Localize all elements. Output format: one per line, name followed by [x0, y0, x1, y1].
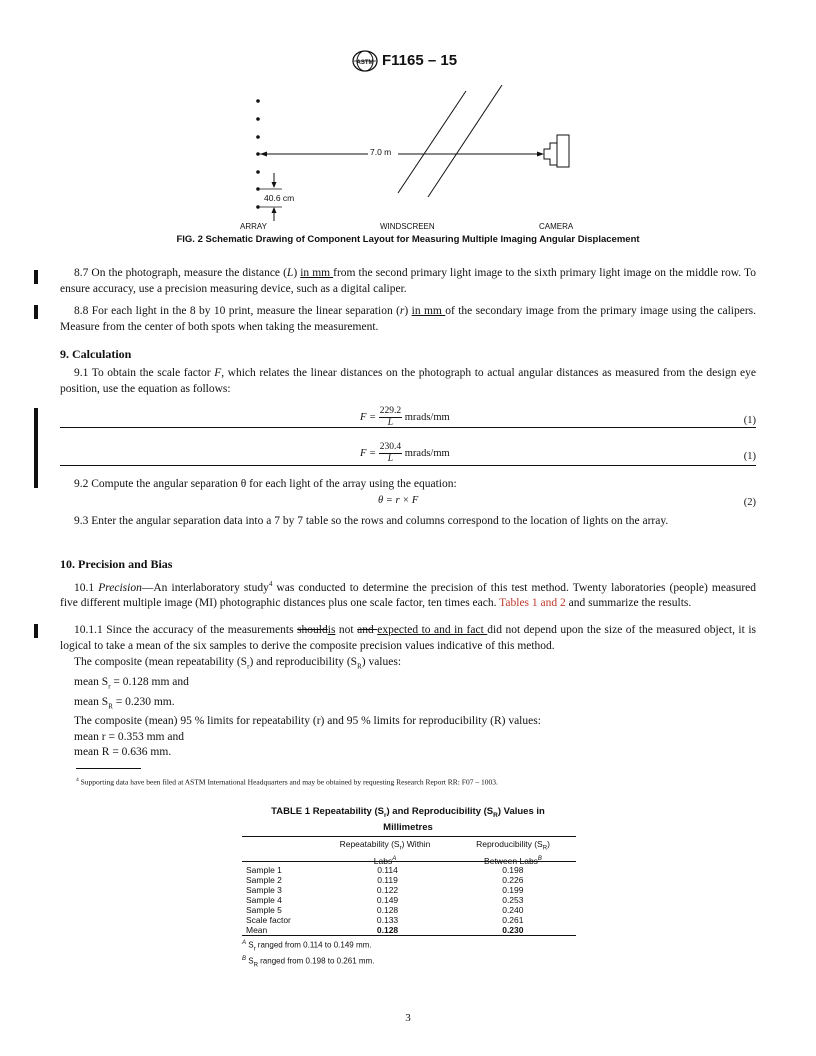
section-8-8: 8.8 For each light in the 8 by 10 print, measure the linear separation (r) in mm of the secondary image from the primary image using the calipers. Measure from the center of both spots when taking the measurement. [60, 305, 756, 333]
distance-label: 7.0 m [370, 147, 392, 157]
logo-text: ASTM [356, 60, 374, 66]
change-bar [34, 408, 38, 488]
row-label: Sample 1 [246, 865, 282, 875]
camera-label: CAMERA [539, 222, 574, 231]
equation-1-old: F = $\frac{229.2}{L}$ mrads/mm (1) [60, 404, 756, 430]
spacing-label: 40.6 cm [264, 193, 295, 203]
table-row [242, 925, 576, 936]
table-1 [242, 836, 576, 971]
column-header-repeatability: Repeatability $(S_r)$ Within Labs$^A$ [339, 839, 431, 866]
table-row [242, 915, 576, 925]
section-9-3: 9.3 Enter the angular separation data into a 7 by 7 table so the rows and columns correspond to the location of lights on the array. [74, 515, 669, 527]
repeatability-cell: 0.114 [377, 865, 398, 875]
table-row [242, 885, 576, 895]
section-9-2: 9.2 Compute the angular separation θ for each light of the array using the equation: [74, 478, 457, 490]
table-1-body [242, 865, 576, 936]
row-label: Scale factor [246, 915, 291, 925]
footnote-rule [76, 768, 141, 769]
reproducibility-cell: 0.261 [502, 915, 524, 925]
table-row [242, 905, 576, 915]
repeatability-cell: 0.119 [377, 875, 398, 885]
row-label: Sample 4 [246, 895, 282, 905]
reproducibility-cell: 0.199 [502, 885, 524, 895]
row-label: Sample 5 [246, 905, 282, 915]
table-row [242, 895, 576, 905]
change-bar [34, 305, 38, 319]
repeatability-cell: 0.128 [376, 905, 399, 915]
heading-precision-bias: 10. Precision and Bias [60, 557, 173, 571]
page-number: 3 [405, 1012, 411, 1024]
row-label: Sample 3 [246, 885, 282, 895]
reproducibility-cell: 0.226 [502, 875, 524, 885]
repeatability-cell: 0.133 [376, 915, 399, 925]
tables-link[interactable]: Tables 1 and 2 [499, 597, 566, 610]
section-8-7: 8.7 On the photograph, measure the distance (L) in mm from the second primary light image to the sixth primary light image on the middle row. To ensure accuracy, use a precision measuring device, such as a digital caliper. [60, 267, 756, 295]
table-row [242, 865, 576, 875]
reproducibility-cell: 0.230 [502, 925, 524, 935]
change-bar [34, 624, 38, 638]
section-10-1: 10.1 Precision—An interlaboratory study$^4$ was conducted to determine the precision of this test method. Twenty laboratories (people) measured five different multiple image (MI) photographic distances plus one scale factor, ten times each. Tables 1 and 2 and summarize the results. [60, 580, 756, 610]
repeatability-cell: 0.128 [376, 925, 399, 935]
section-9-1: 9.1 To obtain the scale factor F, which relates the linear distances on the photograph to actual angular distances as measured from the design eye position, use the equation as follows: [60, 367, 756, 395]
column-header-reproducibility: Reproducibility $(S_R)$ Between Labs$^B$ [476, 839, 550, 866]
table-row [242, 875, 576, 885]
composite-values: The composite (mean repeatability $(S_r)$ and reproducibility $(S_R)$ values: mean $S_r = 0.128$ mm and mean $S_R = 0.230$ mm. The composite (mean) 95 % limits for repeatability (r) and 95 % limits for reproducibility (R) values: mean r = 0.353 mm and mean R = 0.636 mm. [74, 656, 541, 759]
change-bar [34, 270, 38, 284]
equation-1-new: F = $\frac{230.4}{L}$ mrads/mm (1) [60, 440, 756, 468]
reproducibility-cell: 0.198 [502, 865, 524, 875]
figure-caption: FIG. 2 Schematic Drawing of Component Layout for Measuring Multiple Imaging Angular Displacement [176, 234, 640, 245]
repeatability-cell: 0.149 [376, 895, 399, 905]
astm-logo-icon [352, 50, 378, 72]
table-1-title: TABLE 1 Repeatability $(S_r)$ and Reproducibility $(S_R)$ Values in Millimetres [271, 806, 545, 833]
windscreen-label: WINDSCREEN [380, 222, 435, 231]
heading-calculation: 9. Calculation [60, 347, 132, 361]
table-1-footnotes: $^A$ $S_r$ ranged from 0.114 to 0.149 mm. $^B$ $S_R$ ranged from 0.198 to 0.261 mm. [242, 940, 375, 969]
reproducibility-cell: 0.253 [502, 895, 524, 905]
page-header [0, 46, 816, 76]
row-label: Mean [246, 925, 268, 935]
repeatability-cell: 0.122 [376, 885, 399, 895]
equation-2: θ = r × F (2) [378, 495, 756, 508]
array-label: ARRAY [240, 222, 267, 231]
camera-icon [544, 135, 569, 167]
reproducibility-cell: 0.240 [502, 905, 524, 915]
row-label: Sample 2 [246, 875, 282, 885]
footnote-4: $^4$ Supporting data have been filed at ASTM International Headquarters and may be obtained by requesting Research Report RR: F07 – 1003. [76, 777, 498, 787]
figure-2-diagram [240, 85, 600, 225]
section-10-1-1: 10.1.1 Since the accuracy of the measurements shouldis not and expected to and in fact did not depend upon the size of the measured object, it is logical to take a mean of the six samples to derive the composite precision values indicative of this method. [60, 624, 756, 652]
light-array-dots [256, 99, 260, 209]
document-id: F1165 – 15 [382, 52, 458, 69]
